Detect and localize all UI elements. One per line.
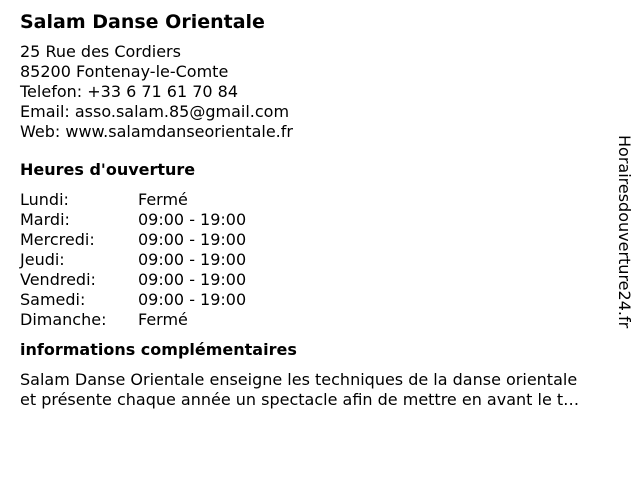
business-card [20,10,620,410]
time-range: 09:00 - 19:00 [138,250,247,269]
day-label: Lundi: [20,190,69,209]
phone-line: Telefon: +33 6 71 61 70 84 [20,82,239,101]
address-line-1: 25 Rue des Cordiers [20,42,181,61]
day-label: Dimanche: [20,310,107,329]
description-line-1: Salam Danse Orientale enseigne les techniques de la danse orientale [20,370,578,389]
hours-row-friday [20,270,620,290]
opening-hours-heading: Heures d'ouverture [20,160,196,179]
business-description [20,370,620,410]
hours-row-tuesday [20,210,620,230]
time-range: Fermé [138,190,188,209]
opening-hours-table [20,190,620,330]
day-label: Vendredi: [20,270,96,289]
vertical-site-watermark: Horairesdouverture24.fr [615,135,634,329]
additional-info-heading: informations complémentaires [20,340,297,359]
day-label: Mercredi: [20,230,95,249]
time-range: Fermé [138,310,188,329]
address-line-2: 85200 Fontenay-le-Comte [20,62,229,81]
email-line: Email: asso.salam.85@gmail.com [20,102,290,121]
time-range: 09:00 - 19:00 [138,270,247,289]
day-label: Mardi: [20,210,70,229]
time-range: 09:00 - 19:00 [138,230,247,249]
hours-row-wednesday [20,230,620,250]
hours-row-saturday [20,290,620,310]
day-label: Jeudi: [20,250,65,269]
day-label: Samedi: [20,290,86,309]
time-range: 09:00 - 19:00 [138,210,247,229]
hours-row-thursday [20,250,620,270]
business-name: Salam Danse Orientale [20,11,265,33]
hours-row-sunday [20,310,620,330]
description-line-2: et présente chaque année un spectacle afin de mettre en avant le t… [20,390,580,409]
web-line: Web: www.salamdanseorientale.fr [20,122,293,141]
hours-row-monday [20,190,620,210]
time-range: 09:00 - 19:00 [138,290,247,309]
